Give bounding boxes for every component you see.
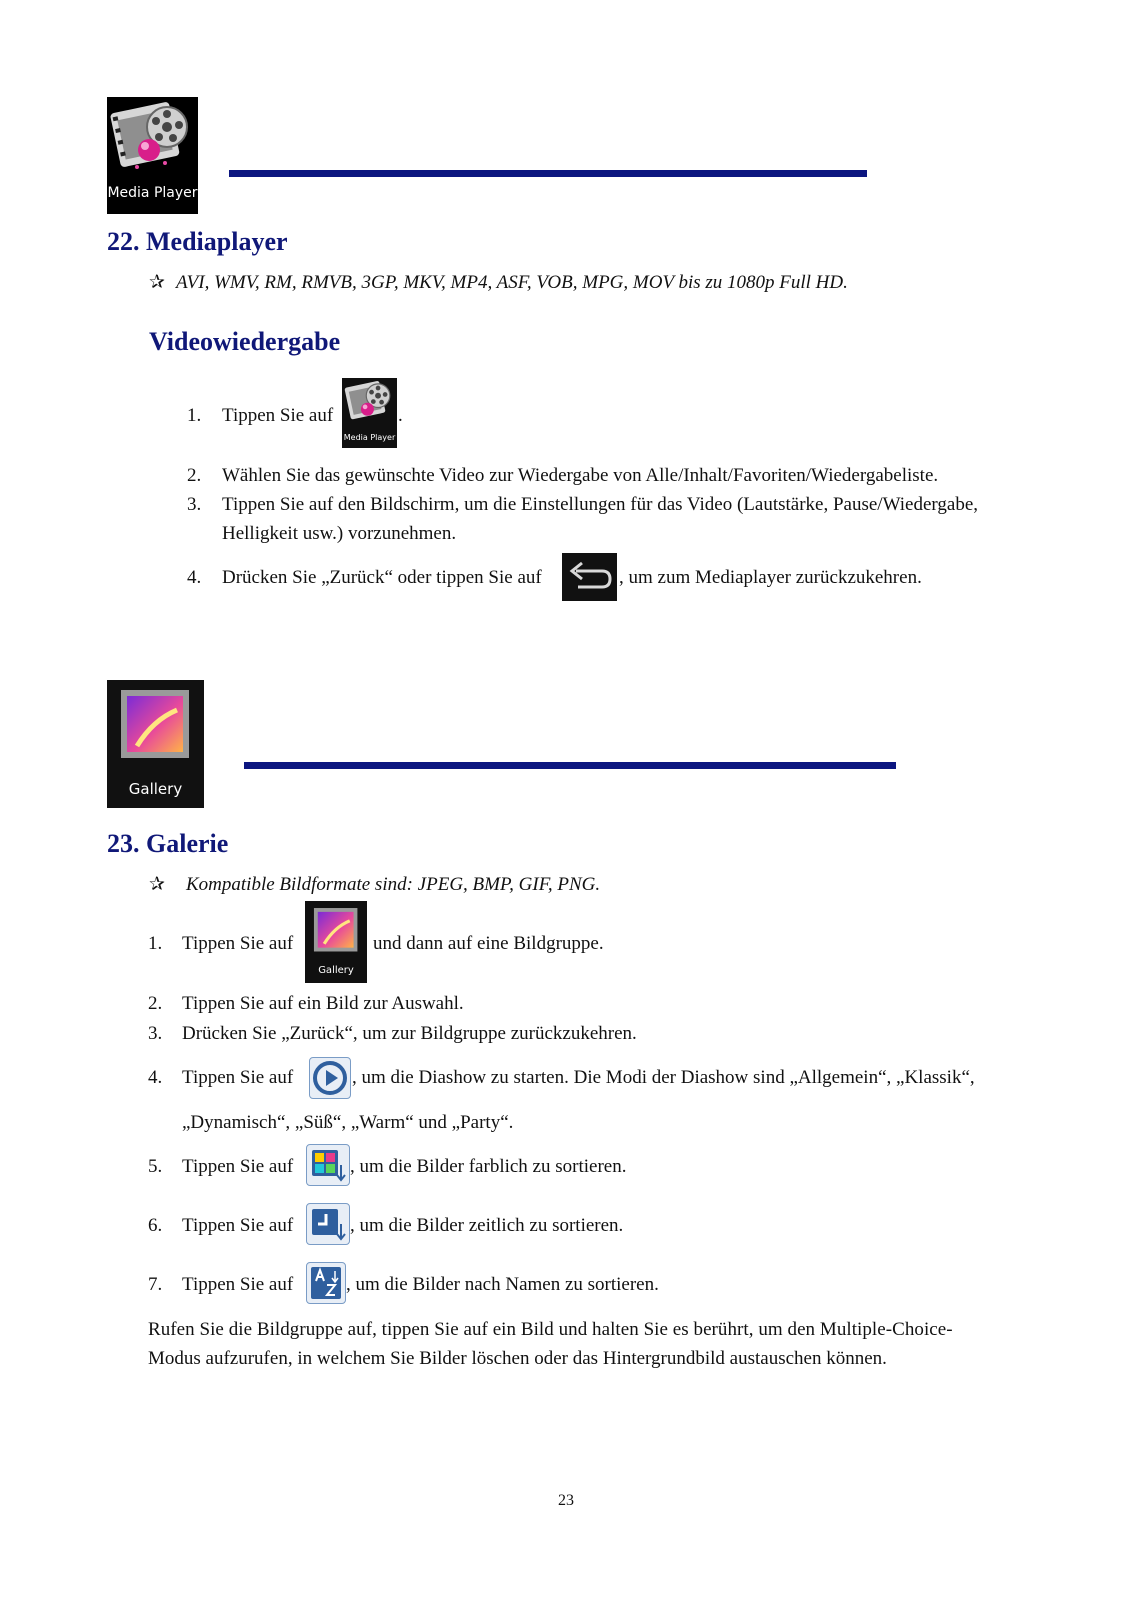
back-arrow-icon [562, 553, 617, 601]
picture-frame-icon [107, 680, 204, 775]
compatible-formats-note: Kompatible Bildformate sind: JPEG, BMP, GIF, PNG. [186, 874, 601, 895]
gallery-inline-icon [305, 901, 367, 983]
step-text: Tippen Sie auf [182, 1215, 294, 1236]
gallery-icon-caption: Gallery [128, 780, 183, 798]
sort-by-name-icon [306, 1262, 346, 1304]
step-text: „Dynamisch“, „Süß“, „Warm“ und „Party“. [182, 1112, 514, 1133]
media-player-app-icon [107, 97, 198, 214]
step-text: Tippen Sie auf [182, 1067, 294, 1088]
section-heading-galerie: 23. Galerie [107, 829, 229, 858]
supported-formats-note: AVI, WMV, RM, RMVB, 3GP, MKV, MP4, ASF, VOB, MPG, MOV bis zu 1080p Full HD. [176, 272, 848, 293]
step-number: 5. [148, 1156, 163, 1177]
step-text: Helligkeit usw.) vorzunehmen. [222, 523, 457, 544]
step-number: 7. [148, 1274, 163, 1295]
step-text-end: und dann auf eine Bildgruppe. [373, 933, 604, 954]
step-text: Tippen Sie auf [182, 1156, 294, 1177]
step-number: 3. [187, 494, 202, 515]
step-number: 2. [187, 465, 202, 486]
step-text: Tippen Sie auf [222, 405, 334, 426]
step-number: 1. [148, 933, 163, 954]
step-text: Tippen Sie auf den Bildschirm, um die Einstellungen für das Video (Lautstärke, Pause/Wiedergabe, [222, 494, 979, 515]
film-reel-icon [107, 97, 198, 192]
sort-by-color-icon [306, 1144, 350, 1186]
step-number: 4. [187, 567, 202, 588]
step-number: 2. [148, 993, 163, 1014]
step-number: 4. [148, 1067, 163, 1088]
picture-frame-icon [305, 901, 367, 963]
section-divider [244, 762, 896, 769]
gallery-inline-caption: Gallery [318, 965, 354, 976]
page-number: 23 [558, 1492, 574, 1509]
step-number: 6. [148, 1215, 163, 1236]
step-text: Tippen Sie auf ein Bild zur Auswahl. [182, 993, 464, 1014]
section-divider [229, 170, 867, 177]
step-text-end: , um die Bilder farblich zu sortieren. [350, 1156, 627, 1177]
subheading-videowiedergabe: Videowiedergabe [149, 327, 341, 356]
step-text: Tippen Sie auf [182, 933, 294, 954]
step-number: 1. [187, 405, 202, 426]
step-text: Wählen Sie das gewünschte Video zur Wiedergabe von Alle/Inhalt/Favoriten/Wiedergabeliste. [222, 465, 939, 486]
film-reel-icon [342, 378, 397, 434]
section-heading-mediaplayer: 22. Mediaplayer [107, 227, 288, 256]
gallery-app-icon [107, 680, 204, 808]
step-text-end: , um zum Mediaplayer zurückzukehren. [619, 567, 922, 588]
step-text-end: , um die Bilder zeitlich zu sortieren. [350, 1215, 624, 1236]
star-bullet-icon: ✰ [149, 272, 165, 293]
media-player-inline-icon [342, 378, 397, 448]
step-number: 3. [148, 1023, 163, 1044]
closing-paragraph-line: Rufen Sie die Bildgruppe auf, tippen Sie auf ein Bild und halten Sie es berührt, um den Multiple-Choice- [148, 1319, 953, 1340]
sort-by-time-icon [306, 1203, 350, 1245]
star-bullet-icon: ✰ [149, 874, 165, 895]
step-text: Drücken Sie „Zurück“ oder tippen Sie auf [222, 567, 542, 588]
media-player-inline-caption: Media Player [343, 433, 396, 442]
step-text-end: , um die Diashow zu starten. Die Modi der Diashow sind „Allgemein“, „Klassik“, [352, 1067, 975, 1088]
step-text: Drücken Sie „Zurück“, um zur Bildgruppe zurückzukehren. [182, 1023, 637, 1044]
media-player-icon-caption: Media Player [107, 185, 198, 201]
closing-paragraph-line: Modus aufzurufen, in welchem Sie Bilder löschen oder das Hintergrundbild austauschen können. [148, 1348, 887, 1369]
step-text-end: , um die Bilder nach Namen zu sortieren. [346, 1274, 659, 1295]
step-text: Tippen Sie auf [182, 1274, 294, 1295]
slideshow-play-icon [309, 1057, 351, 1099]
step-text-end: . [398, 405, 403, 426]
